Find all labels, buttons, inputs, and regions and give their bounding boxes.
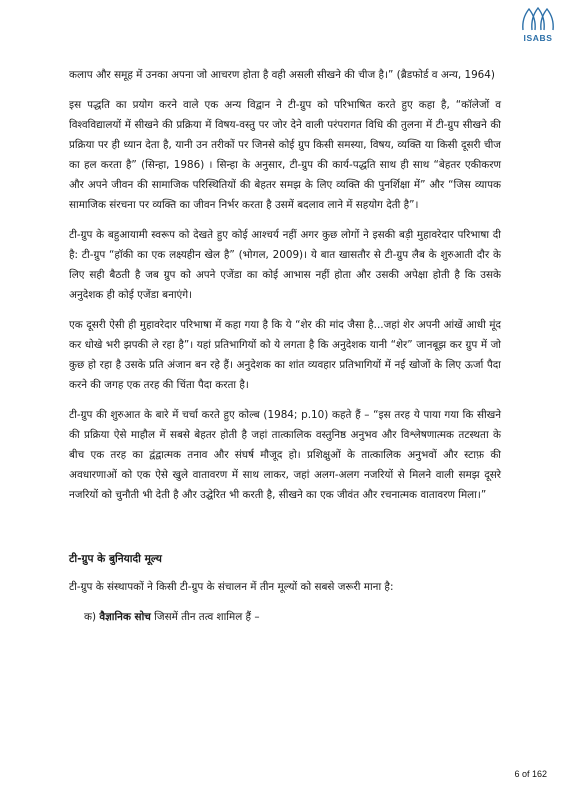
list-marker: क) — [84, 611, 97, 623]
page-number: 6 of 162 — [514, 769, 547, 779]
logo-text: ISABS — [523, 33, 553, 43]
paragraph: कलाप और समूह में उनका अपना जो आचरण होता है वही असली सीखने की चीज है।” (ब्रैडफोर्ड व अन्य, 1964) — [69, 69, 495, 81]
paragraph: टी-ग्रुप के बहुआयामी स्वरूप को देखते हुए कोई आश्चर्य नहीं अगर कुछ लोगों ने इसकी बड़ी मुहावरेदार परिभाषा दी है: टी-ग्रुप “हॉकी का एक लक्ष्यहीन खेल है” (भोगल, 2009)। ये बात खासतौर से टी-ग्रुप लैब के शुरुआती दौर के लिए सही बैठती है जब ग्रुप को अपने एजेंडा का कोई आभास नहीं होता और उसकी अपेक्षा होती है कि उसके अनुदेशक ही कोई एजेंडा बनाएंगे। — [69, 229, 501, 301]
list-item-bold: वैज्ञानिक सोच — [99, 611, 151, 623]
list-item-text: जिसमें तीन तत्व शामिल हैं – — [154, 611, 260, 623]
intro-paragraph: टी-ग्रुप के संस्थापकों ने किसी टी-ग्रुप के संचालन में तीन मूल्यों को सबसे जरूरी माना है: — [69, 581, 394, 593]
section-heading: टी-ग्रुप के बुनियादी मूल्य — [69, 553, 162, 565]
paragraph: एक दूसरी ऐसी ही मुहावरेदार परिभाषा में कहा गया है कि ये “शेर की मांद जैसा है...जहां शेर अपनी आंखें आधी मूंद कर धोखे भरी झपकी ले रहा है”। यहां प्रतिभागियों को ये लगता है कि अनुदेशक यानी “शेर” जानबूझ कर ग्रुप में जो कुछ हो रहा है उसके प्रति अंजान बन रहे हैं। अनुदेशक का शांत व्यवहार प्रतिभागियों में नई खोजों के लिए ऊर्जा पैदा करने की जगह एक तरह की चिंता पैदा करता है। — [69, 319, 501, 391]
list-item — [69, 607, 501, 627]
logo-emblem-icon — [519, 6, 557, 32]
paragraph: इस पद्धति का प्रयोग करने वाले एक अन्य विद्वान ने टी-ग्रुप को परिभाषित करते हुए कहा है, “कॉलेजों व विश्वविद्यालयों में सीखने की प्रक्रिया में विषय-वस्तु पर जोर देने वाली परंपरागत विधि की तुलना में टी-ग्रुप सीखने की प्रक्रिया पर ही ध्यान देता है, यानी उन तरीकों पर जिनसे कोई ग्रुप किसी समस्या, विषय, व्यक्ति या किसी दूसरी चीज का हल करता है” (सिन्हा, 1986) । सिन्हा के अनुसार, टी-ग्रुप की कार्य-पद्धति साथ ही साथ “बेहतर एकीकरण और अपने जीवन की सामाजिक परिस्थितियों की बेहतर समझ के लिए व्यक्ति की पुनर्शिक्षा में” और “जिस व्यापक सामाजिक संरचना पर व्यक्ति का जीवन निर्भर करता है उसमें बदलाव लाने में सहयोग देती है”। — [69, 99, 501, 211]
isabs-logo — [516, 6, 560, 43]
paragraph: टी-ग्रुप की शुरुआत के बारे में चर्चा करते हुए कोल्ब (1984; p.10) कहते हैं – “इस तरह ये पाया गया कि सीखने की प्रक्रिया ऐसे माहौल में सबसे बेहतर होती है जहां तात्कालिक वस्तुनिष्ठ अनुभव और विश्लेषणात्मक तटस्थता के बीच एक तरह का द्वंद्वात्मक तनाव और संघर्ष मौजूद हो। प्रशिक्षुओं के तात्कालिक अनुभवों और स्टाफ़ की अवधारणाओं को एक ऐसे खुले वातावरण में साथ लाकर, जहां अलग-अलग नजरियों से मिलने वाली समझ दूसरे नजरियों को चुनौती भी देती है और उद्घेरित भी करती है, सीखने का एक जीवंत और रचनात्मक वातावरण मिला।” — [69, 409, 501, 501]
document-body — [69, 65, 501, 637]
